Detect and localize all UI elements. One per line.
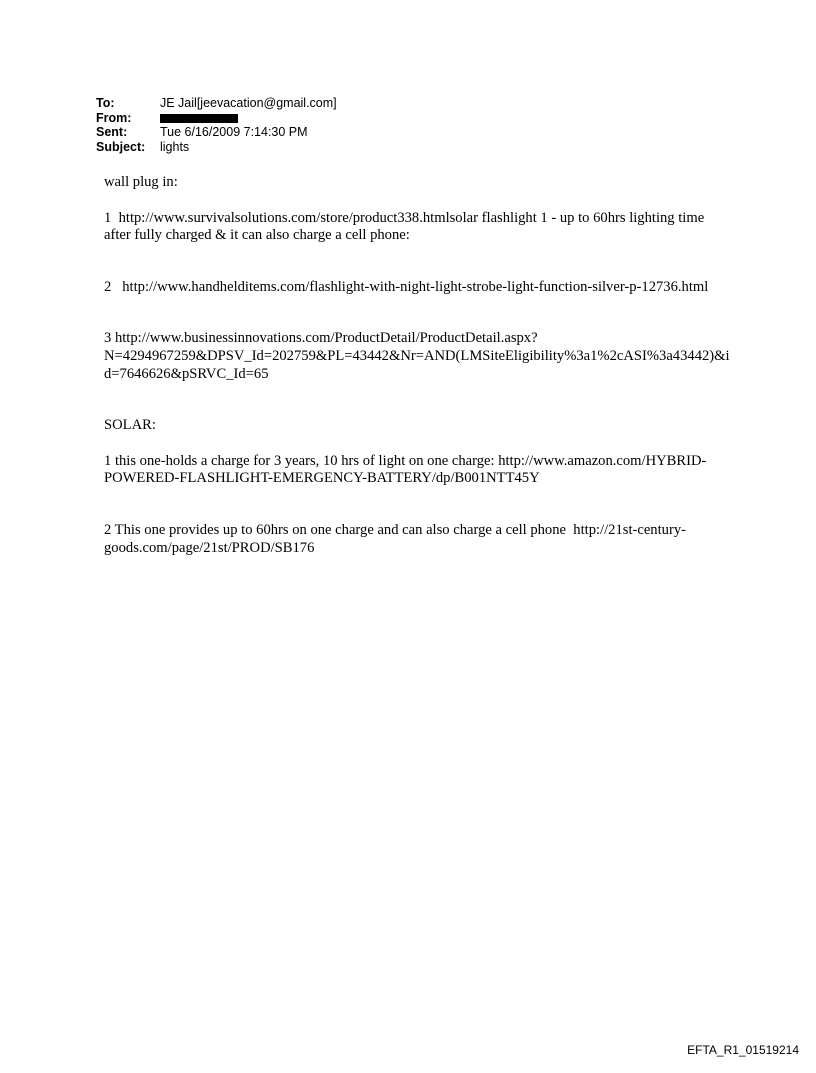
body-paragraph-solar-2: 2 This one provides up to 60hrs on one charge and can also charge a cell phone http://21st-century-goods.com/page/21st/PROD/SB176 — [104, 521, 686, 556]
subject-label: Subject: — [96, 139, 146, 154]
subject-row — [96, 140, 337, 155]
body-paragraph-item-2: 2 http://www.handhelditems.com/flashlight-with-night-light-strobe-light-function-silver-p-12736.html — [104, 278, 709, 295]
subject-value: lights — [160, 139, 190, 154]
body-paragraph-item-1: 1 http://www.survivalsolutions.com/store/product338.htmlsolar flashlight 1 - up to 60hrs lighting time after fully charged & it can also charge a cell phone: — [104, 209, 708, 244]
redaction-bar — [160, 114, 238, 123]
body-paragraph-item-3: 3 http://www.businessinnovations.com/ProductDetail/ProductDetail.aspx?N=4294967259&DPSV_Id=202759&PL=43442&Nr=AND(LMSiteEligibility%3a1%2cASI%3a43442)&id=7646626&pSRVC_Id=65 — [104, 330, 730, 382]
body-paragraph-solar-heading: SOLAR: — [104, 417, 156, 434]
sent-row — [96, 125, 337, 140]
from-label: From: — [96, 110, 132, 125]
from-row — [96, 111, 337, 126]
email-header — [96, 96, 337, 154]
sent-value: Tue 6/16/2009 7:14:30 PM — [160, 125, 308, 139]
to-value: JE Jail[jeevacation@gmail.com] — [160, 96, 337, 110]
sent-label: Sent: — [96, 125, 128, 139]
document-id: EFTA_R1_01519214 — [687, 1043, 799, 1057]
to-row — [96, 96, 337, 111]
from-value — [160, 111, 240, 125]
body-paragraph-wall-plug: wall plug in: — [104, 174, 178, 190]
body-paragraph-solar-1: 1 this one-holds a charge for 3 years, 10 hrs of light on one charge: http://www.amazon.com/HYBRID-POWERED-FLASHLIGHT-EMERGENCY-BATTERY/dp/B001NTT45Y — [104, 452, 707, 487]
email-body — [104, 174, 734, 557]
to-label: To: — [96, 96, 115, 110]
